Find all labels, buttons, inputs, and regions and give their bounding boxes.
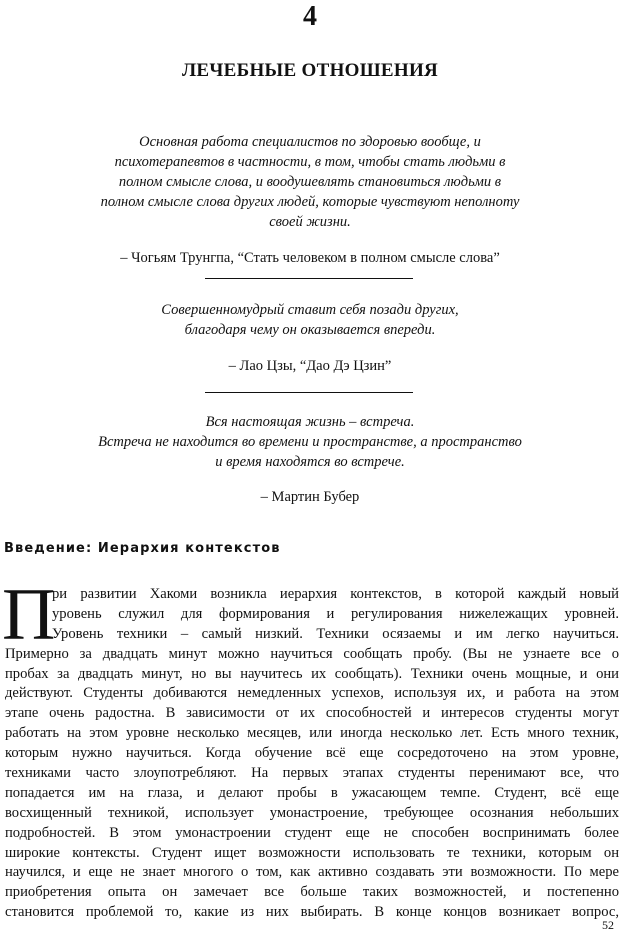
epigraph-3 — [60, 412, 560, 507]
text-line: ри развитии Хакоми возникла иерархия контекстов, в которой каждый новый — [52, 586, 619, 602]
chapter-number: 4 — [303, 1, 317, 32]
epigraph-line: полном смысле слова, и воодушевлять становиться людьми в — [118, 174, 502, 190]
drop-cap: П — [2, 574, 56, 656]
epigraph-line: Вся настоящая жизнь – встреча. — [205, 414, 415, 430]
text-line: научился, и еще не знает многого о том, как активно создавать эти возможности. По мере — [5, 864, 619, 881]
text-line: восхищенный техникой, использует умонастроение, требующее осознания небольших — [5, 804, 619, 821]
text-line: этапе очень радостна. В зависимости от их способностей и интересов студенты могут — [5, 705, 619, 722]
section-heading: Введение: Иерархия контекстов — [4, 541, 281, 556]
epigraph-quote — [60, 300, 560, 340]
epigraph-line: и время находятся во встрече. — [215, 454, 405, 470]
text-line: уровень служил для формирования и регулирования нижележащих уровней. — [52, 605, 619, 622]
divider — [205, 392, 413, 393]
epigraph-attribution: – Мартин Бубер — [260, 489, 360, 505]
text-line: подробностей. В этом умонастроении студент еще не способен воспринимать более — [5, 824, 619, 841]
epigraph-1 — [60, 132, 560, 268]
epigraph-line: полном смысле слова других людей, которые чувствуют неполноту — [100, 194, 520, 210]
epigraph-line: Совершенномудрый ставит себя позади других, — [161, 302, 459, 318]
epigraph-quote — [60, 132, 560, 232]
body-paragraph — [5, 585, 619, 923]
text-line: становится проблемой то, какие из них выбирать. В конце концов возникает вопрос, — [5, 904, 619, 921]
divider — [205, 278, 413, 279]
epigraph-line: своей жизни. — [269, 214, 351, 230]
epigraph-attribution: – Чогьям Трунгпа, “Стать человеком в полном смысле слова” — [120, 250, 500, 266]
epigraph-2 — [60, 300, 560, 376]
text-line: работать на этом уровне несколько месяцев, или иногда несколько лет. Есть много техник, — [5, 725, 619, 742]
page-number: 52 — [602, 918, 614, 932]
epigraph-line: Основная работа специалистов по здоровью вообще, и — [139, 134, 481, 150]
text-line: пробах за двадцать минут, но вы научитесь их сообщать). Техники очень мощные, и они — [5, 665, 619, 682]
epigraph-line: благодаря чему он оказывается впереди. — [184, 322, 436, 338]
text-line: попадается им на глаза, и делают пробы в ужасающем темпе. Студент, всё еще — [5, 784, 619, 801]
text-line: техниками часто злоупотребляют. На первых этапах студенты перенимают все, что — [5, 765, 619, 782]
text-line: Примерно за двадцать минут можно научиться сообщать пробу. (Вы не узнаете все о — [5, 645, 619, 662]
text-line: которым нужно научиться. Когда обучение всё еще сосредоточено на этом уровне, — [5, 745, 619, 762]
epigraph-quote — [60, 412, 560, 472]
epigraph-line: психотерапевтов в частности, в том, чтобы стать людьми в — [114, 154, 506, 170]
text-line: Уровень техники – самый низкий. Техники осязаемы и им легко научиться. — [52, 625, 619, 642]
chapter-title: ЛЕЧЕБНЫЕ ОТНОШЕНИЯ — [181, 60, 439, 81]
epigraph-line: Встреча не находится во времени и пространстве, а пространство — [98, 434, 522, 450]
text-line: действуют. Студенты добиваются немедленных успехов, используя их, и работа на этом — [5, 685, 619, 702]
text-line: приобретения опыта он замечает все больше таких возможностей, и постепенно — [5, 884, 619, 901]
epigraph-attribution: – Лао Цзы, “Дао Дэ Цзин” — [228, 358, 392, 374]
text-line: широкие контексты. Студент ищет возможности использовать те техники, которым он — [5, 844, 619, 861]
